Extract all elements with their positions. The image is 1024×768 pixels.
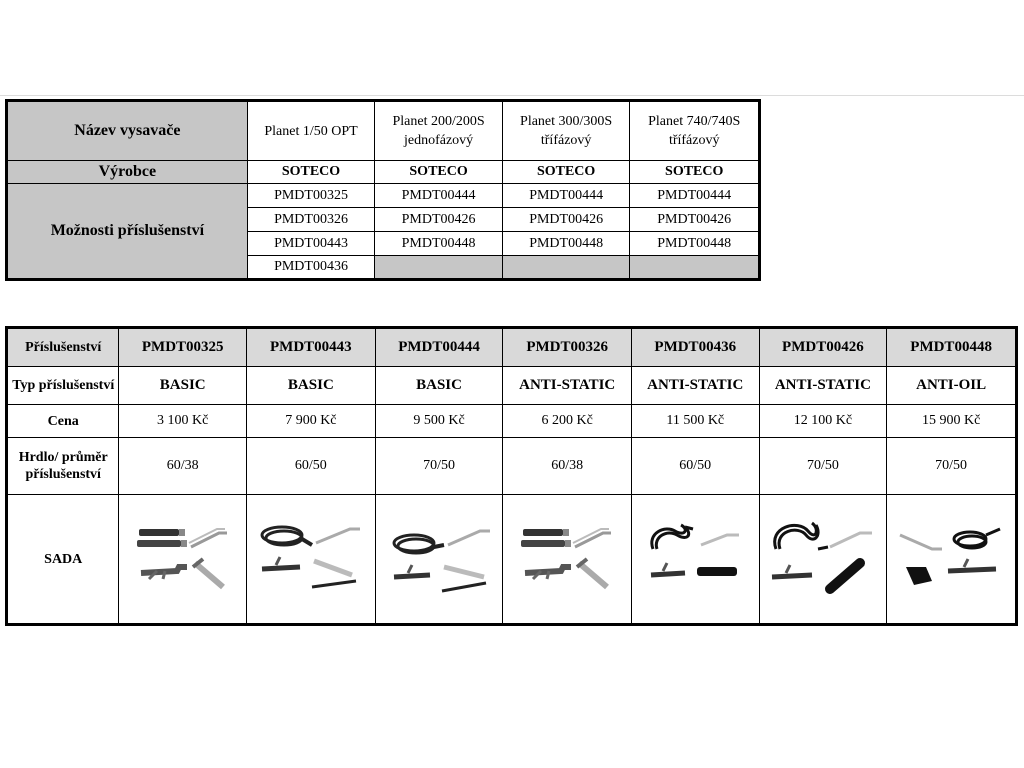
accessory-code-cell: PMDT00444 bbox=[375, 328, 503, 367]
type-cell: BASIC bbox=[247, 367, 376, 405]
diameter-row bbox=[7, 438, 1017, 495]
set-image-cell bbox=[759, 495, 887, 625]
accessory-code-cell: PMDT00443 bbox=[247, 328, 376, 367]
option-code-cell: PMDT00444 bbox=[630, 184, 760, 208]
vacuum-model-cell bbox=[502, 101, 630, 161]
price-row bbox=[7, 405, 1017, 438]
option-code-cell: PMDT00426 bbox=[630, 208, 760, 232]
price-cell: 15 900 Kč bbox=[887, 405, 1017, 438]
price-cell: 12 100 Kč bbox=[759, 405, 887, 438]
diameter-cell: 60/50 bbox=[631, 438, 759, 495]
accessory-code-cell: PMDT00426 bbox=[759, 328, 887, 367]
model-line2: jednofázový bbox=[403, 133, 474, 148]
set-image-cell bbox=[119, 495, 247, 625]
option-code-cell: PMDT00326 bbox=[247, 208, 375, 232]
accessory-set-hose-antistatic-icon bbox=[645, 519, 745, 599]
accessory-price-table bbox=[5, 326, 1018, 626]
model-line2: třífázový bbox=[668, 133, 720, 148]
option-code-cell: PMDT00448 bbox=[502, 232, 630, 256]
vacuum-model-cell bbox=[375, 101, 503, 161]
accessory-set-anti-oil-icon bbox=[896, 519, 1006, 599]
accessory-set-rigid-tubes-icon bbox=[133, 519, 233, 599]
set-image-cell bbox=[887, 495, 1017, 625]
type-label: Typ příslušenství bbox=[7, 367, 119, 405]
maker-cell: SOTECO bbox=[375, 161, 503, 184]
model-line2: třífázový bbox=[540, 133, 592, 148]
type-cell: ANTI-STATIC bbox=[631, 367, 759, 405]
set-image-cell bbox=[631, 495, 759, 625]
option-code-cell: PMDT00436 bbox=[247, 256, 375, 280]
price-cell: 3 100 Kč bbox=[119, 405, 247, 438]
accessory-code-cell: PMDT00325 bbox=[119, 328, 247, 367]
accessory-options-label: Možnosti příslušenství bbox=[7, 184, 248, 280]
option-code-cell: PMDT00426 bbox=[502, 208, 630, 232]
option-code-cell: PMDT00448 bbox=[375, 232, 503, 256]
maker-label: Výrobce bbox=[7, 161, 248, 184]
option-code-cell: PMDT00426 bbox=[375, 208, 503, 232]
option-code-cell: PMDT00325 bbox=[247, 184, 375, 208]
accessory-set-coiled-hose-icon bbox=[384, 519, 494, 599]
type-cell: BASIC bbox=[119, 367, 247, 405]
accessory-label: Příslušenství bbox=[7, 328, 119, 367]
top-divider-line bbox=[0, 95, 1024, 96]
type-cell: ANTI-OIL bbox=[887, 367, 1017, 405]
price-cell: 6 200 Kč bbox=[503, 405, 632, 438]
price-cell: 9 500 Kč bbox=[375, 405, 503, 438]
model-line1: Planet 1/50 OPT bbox=[264, 123, 358, 139]
type-cell: ANTI-STATIC bbox=[503, 367, 632, 405]
option-code-cell: PMDT00448 bbox=[630, 232, 760, 256]
accessory-set-coiled-hose-icon bbox=[256, 519, 366, 599]
set-image-cell bbox=[247, 495, 376, 625]
empty-cell bbox=[630, 256, 760, 280]
vacuum-name-label: Název vysavače bbox=[7, 101, 248, 161]
model-line1: Planet 740/740S bbox=[648, 114, 741, 129]
diameter-cell: 70/50 bbox=[887, 438, 1017, 495]
empty-cell bbox=[502, 256, 630, 280]
type-cell: BASIC bbox=[375, 367, 503, 405]
set-image-cell bbox=[375, 495, 503, 625]
type-cell: ANTI-STATIC bbox=[759, 367, 887, 405]
diameter-cell: 60/38 bbox=[503, 438, 632, 495]
accessory-code-cell: PMDT00326 bbox=[503, 328, 632, 367]
set-label: SADA bbox=[7, 495, 119, 625]
price-cell: 7 900 Kč bbox=[247, 405, 376, 438]
diameter-cell: 70/50 bbox=[759, 438, 887, 495]
diameter-cell: 60/50 bbox=[247, 438, 376, 495]
option-code-cell: PMDT00443 bbox=[247, 232, 375, 256]
maker-cell: SOTECO bbox=[247, 161, 375, 184]
diameter-cell: 70/50 bbox=[375, 438, 503, 495]
accessory-type-row bbox=[7, 367, 1017, 405]
accessory-set-rigid-tubes-icon bbox=[517, 519, 617, 599]
model-line1: Planet 200/200S bbox=[392, 114, 485, 129]
vacuum-model-cell bbox=[247, 101, 375, 161]
vacuum-compatibility-table bbox=[5, 99, 761, 281]
vacuum-model-cell bbox=[630, 101, 760, 161]
accessory-set-hose-antistatic-icon bbox=[768, 519, 878, 599]
option-code-cell: PMDT00444 bbox=[502, 184, 630, 208]
model-line1: Planet 300/300S bbox=[520, 114, 613, 129]
set-image-cell bbox=[503, 495, 632, 625]
accessory-code-row bbox=[7, 328, 1017, 367]
accessory-code-cell: PMDT00436 bbox=[631, 328, 759, 367]
vacuum-name-row bbox=[7, 101, 760, 161]
accessory-code-cell: PMDT00448 bbox=[887, 328, 1017, 367]
diameter-cell: 60/38 bbox=[119, 438, 247, 495]
price-label: Cena bbox=[7, 405, 119, 438]
set-row bbox=[7, 495, 1017, 625]
option-code-cell: PMDT00444 bbox=[375, 184, 503, 208]
maker-cell: SOTECO bbox=[630, 161, 760, 184]
maker-cell: SOTECO bbox=[502, 161, 630, 184]
maker-row bbox=[7, 161, 760, 184]
empty-cell bbox=[375, 256, 503, 280]
options-row bbox=[7, 184, 760, 208]
diameter-label: Hrdlo/ průměr příslušenství bbox=[7, 438, 119, 495]
price-cell: 11 500 Kč bbox=[631, 405, 759, 438]
